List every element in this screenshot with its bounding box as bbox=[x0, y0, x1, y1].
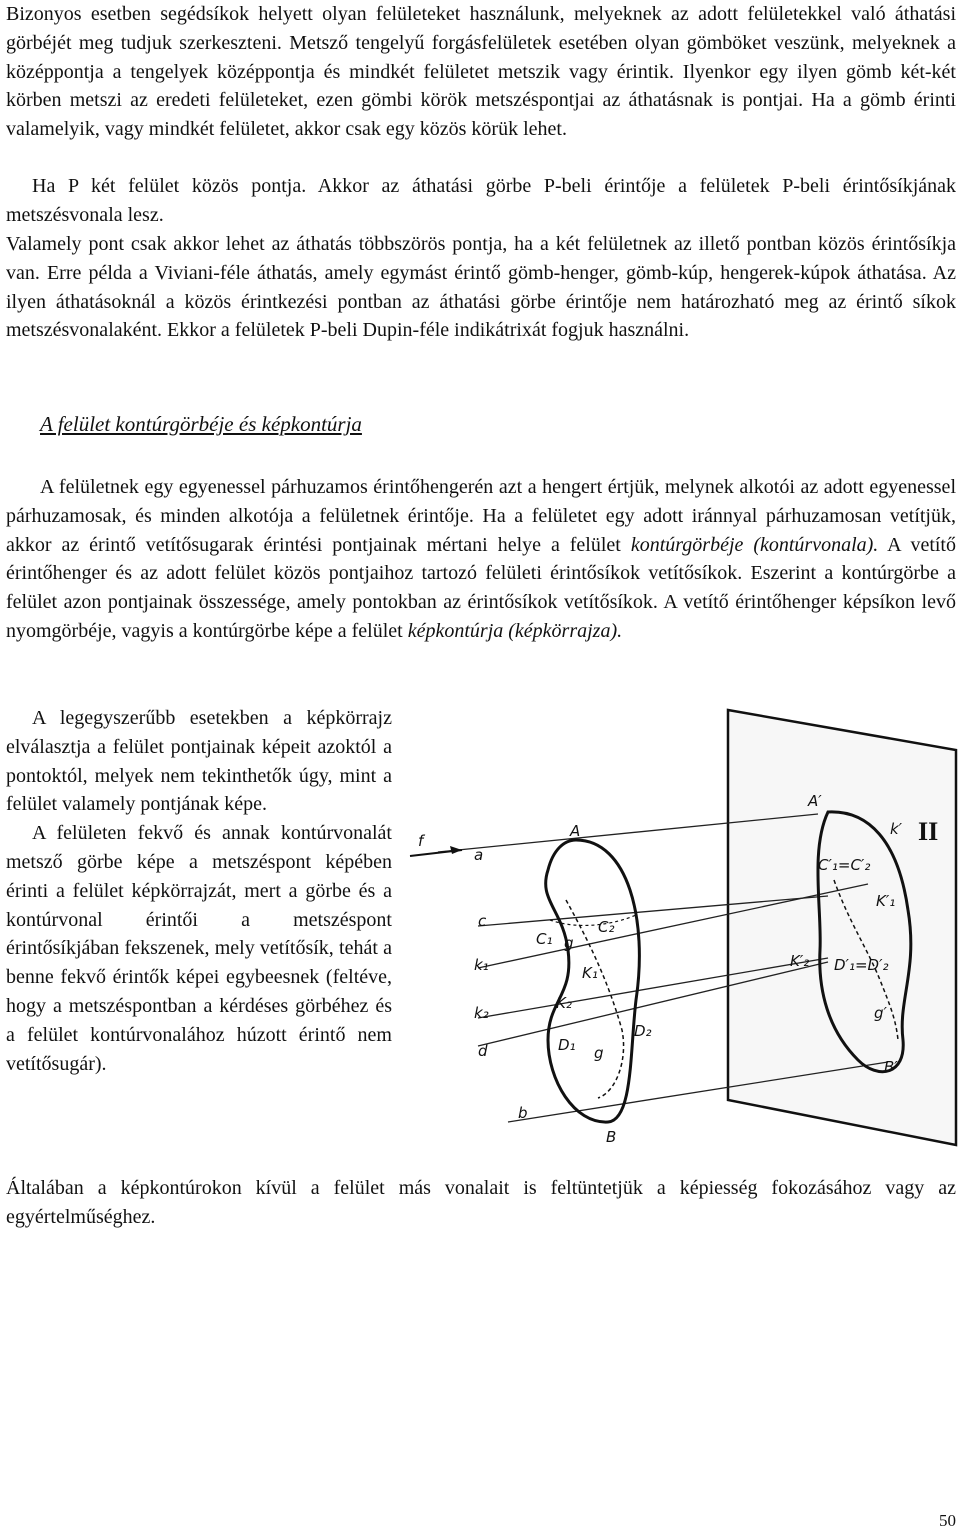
plane-label: II bbox=[918, 817, 939, 846]
paragraph-auxiliary-surfaces: Bizonyos esetben segédsíkok helyett olyan felületeket használunk, melyeknek az adott felületekkel való áthatási görbéjét meg tudjuk szerkeszteni. Metsző tengelyű forgásfelületek esetében olyan gömböket veszünk, melyeknek a középpontja a tengelyek középpontja és mindkét felületet metszik vagy érintik. Ilyenkor egy ilyen gömb két-két körben metszi az eredeti felületeket, ezen gömbi körök metszéspontjai az áthatásnak is pontjai. Ha a gömb érinti valamelyik, vagy mindkét felületet, akkor csak egy közös körük lehet. bbox=[6, 3, 956, 141]
label-a: a bbox=[474, 846, 484, 864]
label-C-prime: C′₁=C′₂ bbox=[818, 856, 871, 874]
paragraph-contour-definition bbox=[6, 473, 956, 646]
paragraph-multiple-point: Valamely pont csak akkor lehet az áthatás többszörös pontja, ha a két felületnek az illető pontban közös érintősíkja van. Erre példa a Viviani-féle áthatás, amely egymást érintő gömb-henger, gömb-kúp, hengerek-kúpok áthatása. Az ilyen áthatásoknál a közös érintkezési pontban az áthatási görbe érintője nem határozható meg az érintő síkok metszésvonalaként. Ekkor a felületek P-beli Dupin-féle indikátrixát fogjuk használni. bbox=[6, 233, 956, 342]
label-D2: D₂ bbox=[634, 1022, 652, 1040]
label-K2: K₂ bbox=[556, 994, 572, 1012]
label-D1: D₁ bbox=[558, 1036, 576, 1054]
surface-curve-g bbox=[566, 900, 624, 1098]
label-g-prime: g′ bbox=[874, 1004, 887, 1022]
label-f: f bbox=[418, 832, 424, 850]
label-B-prime: B′ bbox=[884, 1058, 898, 1076]
label-A: A bbox=[570, 822, 581, 840]
label-b: b bbox=[518, 1104, 528, 1122]
term-contour-curve: kontúrgörbéje (kontúrvonala). bbox=[630, 533, 879, 556]
text-run: A vetítő érintőhenger és az adott felület közös pontjaihoz tartozó felületi érintősíkok vetítősíkok. Eszerint a kontúrgörbe a felület azon pontjainak összessége, amely pontokban az érintősíkok vetítősíkok. A vetítő érintőhenger képsíkon levő nyomgörbéje, vagyis a kontúrgörbe képe a felület bbox=[6, 533, 956, 642]
page-number: 50 bbox=[939, 1511, 956, 1530]
label-k2: k₂ bbox=[474, 1004, 489, 1022]
label-d: d bbox=[478, 1042, 488, 1060]
section-title: A felület kontúrgörbéje és képkontúrja bbox=[40, 412, 362, 436]
text-run: A felületnek egy egyenessel párhuzamos érintőhengerén azt a hengert értjük, melynek alkotói az adott egyenessel párhuzamosak, és minden alkotója a felületnek érintője. Ha a felületet egy adott iránnyal párhuzamosan vetítjük, akkor az érintő vetítősugarak érintési pontjainak mértani helye a felület bbox=[6, 476, 956, 556]
term-image-contour: képkontúrja (képkörrajza). bbox=[407, 619, 623, 642]
label-k1: k₁ bbox=[474, 956, 489, 974]
label-g-top: g bbox=[564, 934, 574, 952]
picture-plane bbox=[728, 710, 956, 1145]
label-c: c bbox=[478, 912, 487, 930]
arrow-head bbox=[450, 846, 462, 854]
paragraph-conclusion: Általában a képkontúrokon kívül a felület más vonalait is feltüntetjük a képiesség fokozásához vagy az egyértelműséghez. bbox=[6, 1177, 956, 1228]
label-k-prime: k′ bbox=[890, 820, 903, 838]
paragraph-curve-tangent: A felületen fekvő és annak kontúrvonalát metsző görbe képe a metszéspont képében érinti a felület képkörrajzát, mert a görbe és a kontúrvonal érintői a metszéspont érintősíkjában fekszenek, mely vetítősík, tehát a benne fekvő érintők képei egybeesnek (feltéve, hogy a metszéspontban a kérdéses görbéhez és a felület kontúrvonalához húzott érintő nem vetítősugár). bbox=[6, 822, 392, 1075]
label-g-bottom: g bbox=[594, 1044, 604, 1062]
paragraph-tangent-line: Ha P két felület közös pontja. Akkor az áthatási görbe P-beli érintője a felületek P-beli érintősíkjának metszésvonala lesz. bbox=[6, 175, 956, 226]
contour-figure bbox=[398, 700, 958, 1150]
label-K1-prime: K′₁ bbox=[876, 892, 896, 910]
left-column-text bbox=[6, 704, 392, 1078]
label-A-prime: A′ bbox=[808, 792, 822, 810]
label-D-prime: D′₁=D′₂ bbox=[834, 956, 889, 974]
label-C2: C₂ bbox=[598, 918, 615, 936]
label-K1: K₁ bbox=[582, 964, 598, 982]
label-B: B bbox=[606, 1128, 617, 1146]
paragraph-simplest-case: A legegyszerűbb esetekben a képkörrajz elválasztja a felület pontjainak képeit azoktól a pontoktól, melyek nem tekinthetők úgy, mint a felület valamely pontjának képe. bbox=[6, 707, 392, 816]
label-K2-prime: K′₂ bbox=[790, 952, 810, 970]
label-C1: C₁ bbox=[536, 930, 553, 948]
